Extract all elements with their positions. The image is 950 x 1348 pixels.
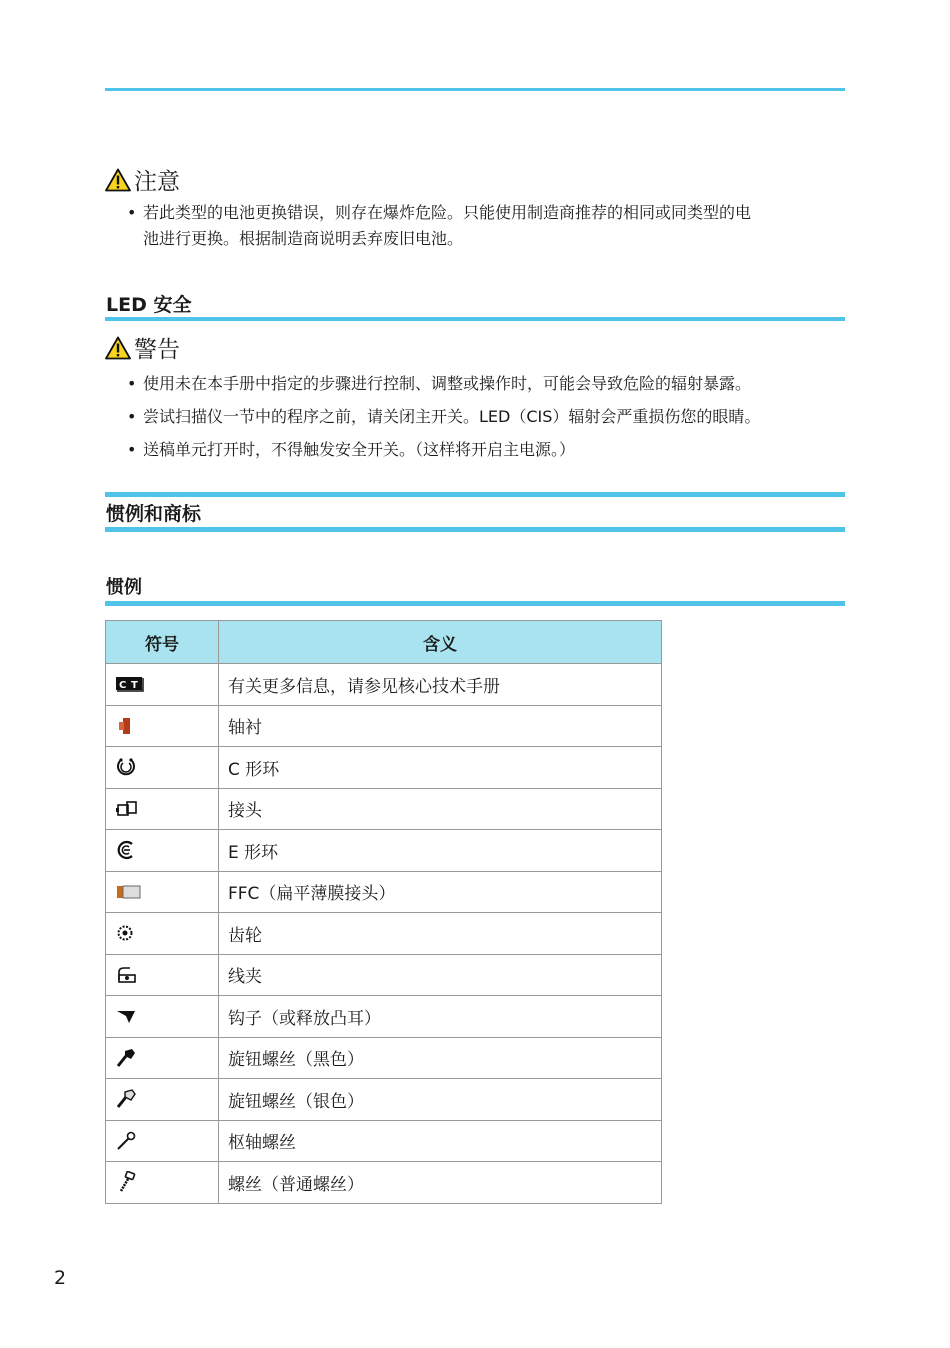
meaning-cell: E 形环 — [219, 830, 662, 872]
section-rule — [105, 317, 845, 321]
svg-text:T: T — [131, 680, 138, 692]
screw-icon — [115, 1171, 137, 1193]
ffc-icon — [115, 883, 143, 901]
table-row — [106, 1037, 662, 1079]
meaning-cell: 齿轮 — [219, 913, 662, 955]
top-rule — [105, 88, 845, 91]
caution-list — [127, 200, 751, 252]
meaning-cell: 线夹 — [219, 954, 662, 996]
connector-icon — [115, 799, 139, 819]
list-item: • 尝试扫描仪一节中的程序之前，请关闭主开关。LED（CIS）辐射会严重损伤您的眼睛。 — [127, 400, 760, 433]
svg-text:C: C — [119, 680, 127, 692]
caution-heading — [105, 163, 180, 196]
table-row — [106, 1120, 662, 1162]
meaning-cell: 旋钮螺丝（银色） — [219, 1079, 662, 1121]
section-rule — [105, 601, 845, 606]
table-row — [106, 1079, 662, 1121]
meaning-cell: 枢轴螺丝 — [219, 1120, 662, 1162]
table-header-row — [106, 621, 662, 664]
table-row — [106, 788, 662, 830]
knob-screw-black-icon — [115, 1047, 137, 1069]
list-item: • 送稿单元打开时，不得触发安全开关。（这样将开启主电源。） — [127, 433, 760, 466]
meaning-cell: 轴衬 — [219, 705, 662, 747]
conventions-heading: 惯例和商标 — [106, 503, 202, 525]
meaning-cell: 钩子（或释放凸耳） — [219, 996, 662, 1038]
table-row — [106, 996, 662, 1038]
caution-title: 注意 — [134, 169, 180, 195]
bushing-icon — [115, 716, 135, 736]
meaning-cell: C 形环 — [219, 747, 662, 789]
harness-clamp-icon — [115, 965, 139, 985]
warning-title: 警告 — [134, 337, 180, 363]
hook-icon — [115, 1006, 137, 1026]
e-ring-icon — [115, 839, 137, 861]
table-row — [106, 830, 662, 872]
table-row — [106, 954, 662, 996]
page-number: 2 — [54, 1267, 67, 1289]
conventions-table — [105, 620, 662, 1204]
header-meaning: 含义 — [219, 621, 662, 664]
core-tech-manual-icon — [115, 675, 145, 693]
table-row — [106, 913, 662, 955]
warning-triangle-icon — [105, 336, 131, 360]
led-safety-heading: LED 安全 — [106, 294, 192, 316]
list-item: • 若此类型的电池更换错误，则存在爆炸危险。只能使用制造商推荐的相同或同类型的电 池进行更换。根据制造商说明丢弃废旧电池。 — [127, 200, 751, 252]
conventions-subheading: 惯例 — [106, 577, 142, 598]
table-row — [106, 705, 662, 747]
warning-triangle-icon — [105, 168, 131, 192]
shoulder-screw-icon — [115, 1130, 137, 1152]
meaning-cell: FFC（扁平薄膜接头） — [219, 871, 662, 913]
meaning-cell: 接头 — [219, 788, 662, 830]
c-ring-icon — [115, 756, 137, 778]
knob-screw-silver-icon — [115, 1088, 137, 1110]
meaning-cell: 旋钮螺丝（黑色） — [219, 1037, 662, 1079]
table-row — [106, 747, 662, 789]
table-row — [106, 664, 662, 706]
header-symbol: 符号 — [106, 621, 219, 664]
section-rule — [105, 492, 845, 497]
meaning-cell: 螺丝（普通螺丝） — [219, 1162, 662, 1204]
gear-icon — [115, 923, 135, 943]
led-warning-list — [127, 367, 760, 466]
table-row — [106, 871, 662, 913]
warning-heading — [105, 331, 180, 364]
section-rule — [105, 527, 845, 532]
list-item: • 使用未在本手册中指定的步骤进行控制、调整或操作时，可能会导致危险的辐射暴露。 — [127, 367, 760, 400]
meaning-cell: 有关更多信息，请参见核心技术手册 — [219, 664, 662, 706]
table-row — [106, 1162, 662, 1204]
